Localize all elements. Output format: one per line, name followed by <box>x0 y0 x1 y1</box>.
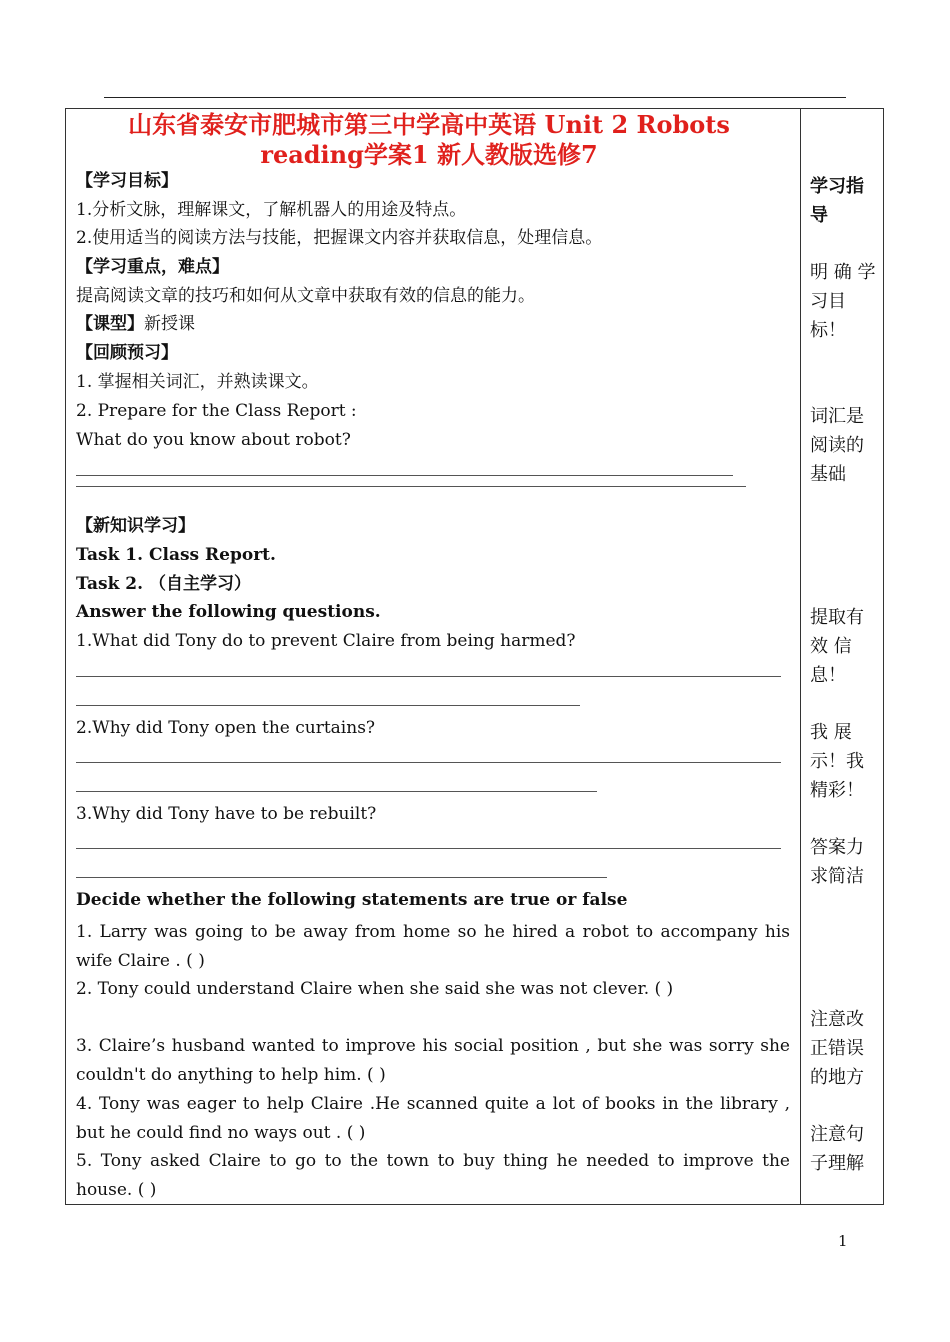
document-title <box>66 110 792 170</box>
title-line-1: 山东省泰安市肥城市第三中学高中英语 Unit 2 Robots <box>128 110 730 139</box>
statement-4: 4. Tony was eager to help Claire .He scanned quite a lot of books in the library , but he could find no ways out . ( ) <box>76 1094 790 1143</box>
question-2: 2.Why did Tony open the curtains? <box>76 718 376 738</box>
answer-line <box>76 848 781 849</box>
focus-heading: 【学习重点，难点】 <box>76 257 229 277</box>
sidebar-note-goals: 明 确 学习目标！ <box>810 262 876 341</box>
answer-heading: Answer the following questions. <box>76 602 381 622</box>
column-divider <box>800 108 801 1205</box>
lesson-type <box>76 313 195 335</box>
main-column <box>76 110 792 1200</box>
review-item-1: 1. 掌握相关词汇，并熟读课文。 <box>76 372 319 392</box>
question-3: 3.Why did Tony have to be rebuilt? <box>76 804 377 824</box>
statement-2: 2. Tony could understand Claire when she said she was not clever. ( ) <box>76 979 674 999</box>
sidebar-note-show: 我 展示！我精彩！ <box>810 722 864 801</box>
type-heading: 【课型】 <box>76 314 144 334</box>
statement-1: 1. Larry was going to be away from home so he hired a robot to accompany his wife Claire . ( ) <box>76 922 790 971</box>
goal-1: 1.分析文脉，理解课文，了解机器人的用途及特点。 <box>76 200 467 220</box>
sidebar-note-sentence: 注意句子理解 <box>810 1124 864 1174</box>
answer-line <box>76 676 781 677</box>
review-item-2: 2. Prepare for the Class Report : <box>76 401 357 421</box>
header-rule <box>104 97 846 98</box>
answer-line <box>76 877 607 878</box>
question-1: 1.What did Tony do to prevent Claire from being harmed? <box>76 631 576 651</box>
statement-5: 5. Tony asked Claire to go to the town to buy thing he needed to improve the house. ( ) <box>76 1151 790 1200</box>
type-text: 新授课 <box>144 314 195 334</box>
review-item-3: What do you know about robot? <box>76 430 351 450</box>
sidebar-note-concise: 答案力求简洁 <box>810 837 864 887</box>
answer-line <box>76 486 746 487</box>
task-2: Task 2. （自主学习） <box>76 574 251 594</box>
statement-3: 3. Claire’s husband wanted to improve his social position , but she was sorry she couldn't do anything to help him. ( ) <box>76 1036 790 1085</box>
review-heading: 【回顾预习】 <box>76 343 178 363</box>
sidebar-note-correct: 注意改正错误的地方 <box>810 1009 864 1088</box>
title-line-2: reading学案1 新人教版选修7 <box>260 140 598 169</box>
goal-2: 2.使用适当的阅读方法与技能，把握课文内容并获取信息，处理信息。 <box>76 228 603 248</box>
page-number: 1 <box>838 1232 848 1250</box>
task-1: Task 1. Class Report. <box>76 545 276 565</box>
answer-line <box>76 475 733 476</box>
sidebar-note-vocab: 词汇是阅读的基础 <box>810 406 864 485</box>
focus-text: 提高阅读文章的技巧和如何从文章中获取有效的信息的能力。 <box>76 286 535 306</box>
answer-line <box>76 705 580 706</box>
goals-heading: 【学习目标】 <box>76 171 178 191</box>
new-knowledge-heading: 【新知识学习】 <box>76 516 195 536</box>
true-false-heading: Decide whether the following statements are true or false <box>76 890 628 910</box>
sidebar-note-extract: 提取有效 信息！ <box>810 607 864 686</box>
sidebar-guide-title: 学习指导 <box>810 176 864 226</box>
answer-line <box>76 791 597 792</box>
answer-line <box>76 762 781 763</box>
